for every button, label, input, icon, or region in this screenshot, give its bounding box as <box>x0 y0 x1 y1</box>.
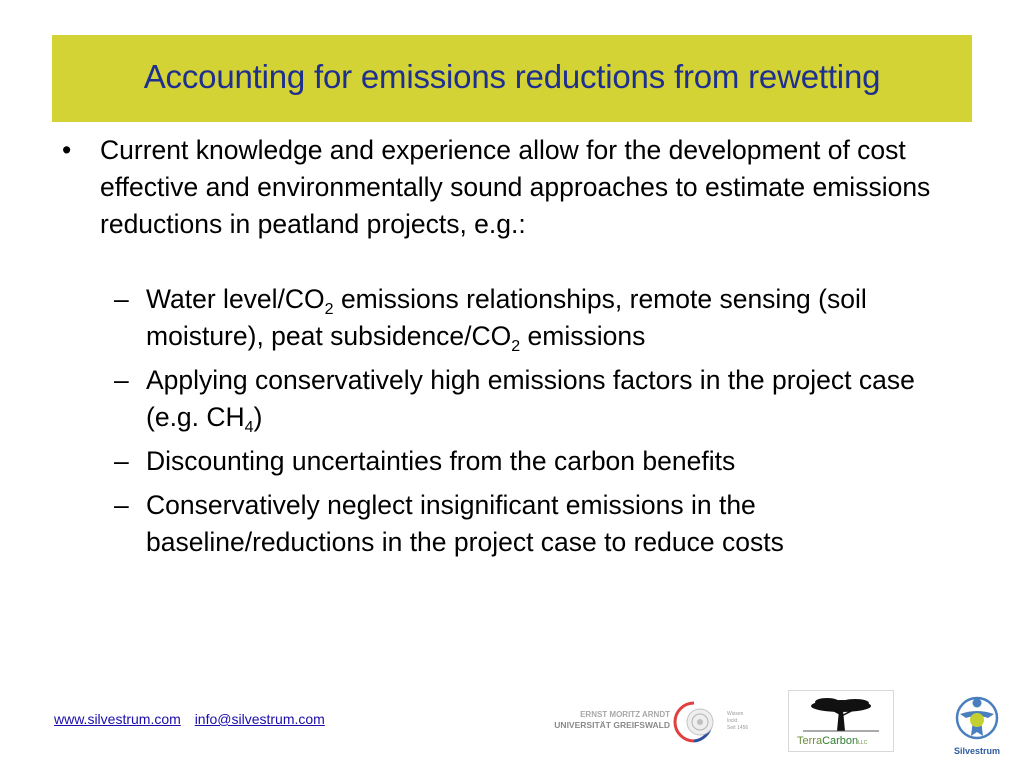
dash-marker: – <box>114 284 129 314</box>
dash-marker: – <box>114 490 129 520</box>
greifswald-line1: ERNST MORITZ ARNDT <box>580 710 670 719</box>
website-link[interactable]: www.silvestrum.com <box>54 711 181 727</box>
main-bullet-text: Current knowledge and experience allow for the development of cost effective and environmentally sound approaches to estimate emissions reductions in peatland projects, e.g.: <box>100 135 931 239</box>
sub-bullet-text: Discounting uncertainties from the carbon benefits <box>146 446 736 476</box>
greifswald-motto-3: Seit 1456 <box>727 725 749 731</box>
sub-bullet-item <box>60 281 960 355</box>
silvestrum-logo <box>948 692 1006 758</box>
footer-links <box>54 711 335 727</box>
svg-text:TerraCarbonLLC <box>797 735 868 747</box>
figure-head-icon <box>973 699 982 708</box>
terracarbon-logo <box>788 690 894 752</box>
sub-bullet-item <box>60 487 960 561</box>
sub-bullet-text: emissions relationships, remote sensing (soil moisture), peat subsidence/CO <box>146 284 867 351</box>
slide-title: Accounting for emissions reductions from rewetting <box>143 57 881 95</box>
subscript: 4 <box>244 419 254 436</box>
sub-bullet-text: ) <box>253 402 263 432</box>
greifswald-motto-2: lockt. <box>727 718 739 724</box>
sub-bullet-item <box>60 443 960 480</box>
sub-bullet-item <box>60 362 960 436</box>
slide-content <box>60 132 960 568</box>
email-link[interactable]: info@silvestrum.com <box>194 711 325 727</box>
sub-bullet-text: Water level/CO <box>146 284 325 314</box>
terra-text: Terra <box>797 735 823 747</box>
subscript: 2 <box>511 338 521 355</box>
sub-bullet-text: Conservatively neglect insignificant emissions in the baseline/reductions in the project case to reduce costs <box>146 490 784 557</box>
sub-bullet-list <box>60 281 960 561</box>
dash-marker: – <box>114 365 129 395</box>
bullet-marker: • <box>62 135 72 165</box>
acacia-tree-icon <box>811 698 871 731</box>
greifswald-line2: UNIVERSITÄT GREIFSWALD <box>554 720 670 730</box>
greifswald-logo <box>554 695 760 747</box>
title-bar <box>52 35 972 122</box>
sub-bullet-text: Applying conservatively high emissions factors in the project case (e.g. CH <box>146 365 915 432</box>
greifswald-motto-1: Wissen <box>727 711 744 717</box>
dash-marker: – <box>114 446 129 476</box>
carbon-text: Carbon <box>822 735 859 747</box>
llc-text: LLC <box>858 740 868 746</box>
silvestrum-name: Silvestrum <box>953 746 1001 756</box>
main-bullet <box>60 132 960 243</box>
sub-bullet-text: emissions <box>520 321 646 351</box>
subscript: 2 <box>324 301 334 318</box>
